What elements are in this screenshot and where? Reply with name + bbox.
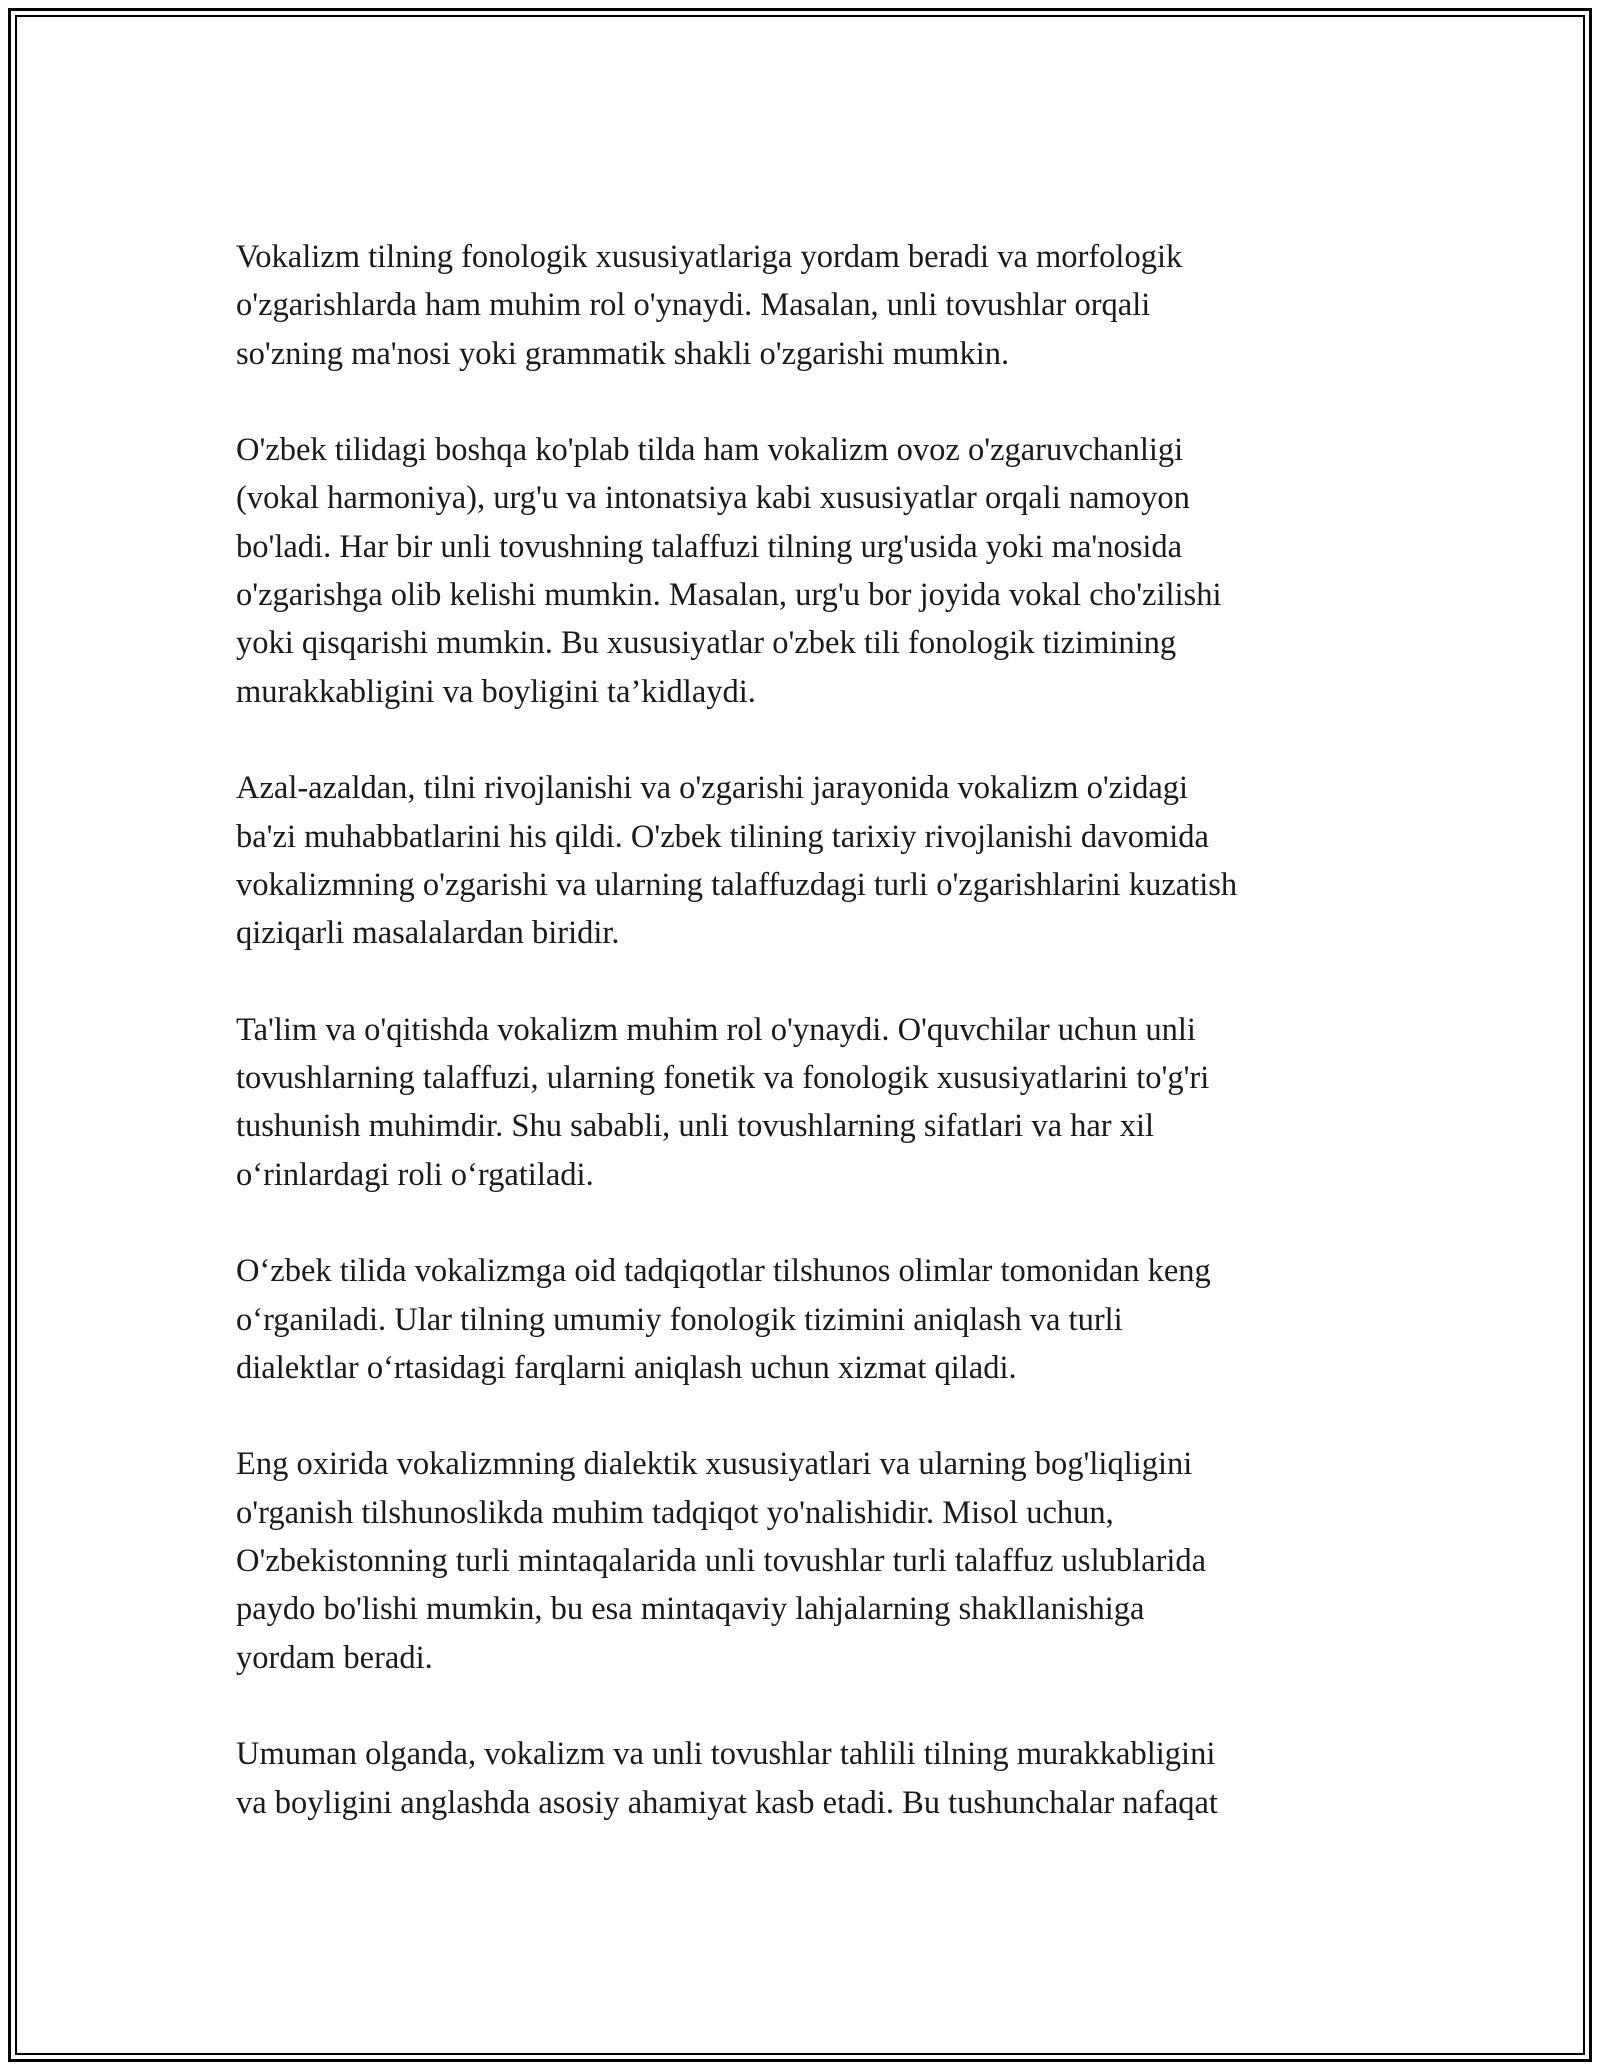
text-line: ba'zi muhabbatlarini his qildi. O'zbek tilining tarixiy rivojlanishi davomida	[236, 818, 1209, 855]
text-line: so'zning ma'nosi yoki grammatik shakli o'zgarishi mumkin.	[236, 335, 1010, 372]
document-body	[236, 233, 1386, 1875]
paragraph-3	[236, 764, 1386, 957]
paragraph-4	[236, 1006, 1386, 1199]
text-line: tushunish muhimdir. Shu sababli, unli tovushlarning sifatlari va har xil	[236, 1108, 1155, 1145]
paragraph-6	[236, 1440, 1386, 1681]
text-line: o‘rganiladi. Ular tilning umumiy fonologik tizimini aniqlash va turli	[236, 1301, 1123, 1338]
text-line: murakkabligini va boyligini ta’kidlaydi.	[236, 673, 756, 710]
text-line: O‘zbek tilida vokalizmga oid tadqiqotlar tilshunos olimlar tomonidan keng	[236, 1253, 1211, 1290]
paragraph-1	[236, 233, 1386, 378]
text-line: Vokalizm tilning fonologik xususiyatlariga yordam beradi va morfologik	[236, 239, 1183, 275]
text-line: paydo bo'lishi mumkin, bu esa mintaqaviy lahjalarning shakllanishiga	[236, 1591, 1145, 1628]
paragraph-2	[236, 426, 1386, 716]
text-line: Umuman olganda, vokalizm va unli tovushlar tahlili tilning murakkabligini	[236, 1736, 1216, 1773]
text-line: qiziqarli masalalardan biridir.	[236, 915, 620, 952]
text-line: va boyligini anglashda asosiy ahamiyat kasb etadi. Bu tushunchalar nafaqat	[236, 1784, 1218, 1821]
paragraph-7	[236, 1730, 1386, 1827]
text-line: o'zgarishlarda ham muhim rol o'ynaydi. Masalan, unli tovushlar orqali	[236, 287, 1151, 324]
text-line: O'zbekistonning turli mintaqalarida unli tovushlar turli talaffuz uslublarida	[236, 1543, 1207, 1580]
text-line: bo'ladi. Har bir unli tovushning talaffuzi tilning urg'usida yoki ma'nosida	[236, 528, 1183, 565]
text-line: o‘rinlardagi roli o‘rgatiladi.	[236, 1156, 594, 1193]
paragraph-5	[236, 1247, 1386, 1392]
text-line: vokalizmning o'zgarishi va ularning talaffuzdagi turli o'zgarishlarini kuzatish	[236, 866, 1238, 903]
text-line: o'zgarishga olib kelishi mumkin. Masalan, urg'u bor joyida vokal cho'zilishi	[236, 577, 1222, 614]
text-line: dialektlar o‘rtasidagi farqlarni aniqlash uchun xizmat qiladi.	[236, 1349, 1017, 1386]
text-line: yordam beradi.	[236, 1639, 433, 1676]
text-line: Eng oxirida vokalizmning dialektik xususiyatlari va ularning bog'liqligini	[236, 1446, 1193, 1483]
text-line: Azal-azaldan, tilni rivojlanishi va o'zgarishi jarayonida vokalizm o'zidagi	[236, 770, 1189, 807]
text-line: tovushlarning talaffuzi, ularning fonetik va fonologik xususiyatlarini to'g'ri	[236, 1060, 1210, 1097]
text-line: Ta'lim va o'qitishda vokalizm muhim rol o'ynaydi. O'quvchilar uchun unli	[236, 1011, 1196, 1048]
text-line: (vokal harmoniya), urg'u va intonatsiya kabi xususiyatlar orqali namoyon	[236, 480, 1190, 517]
text-line: O'zbek tilidagi boshqa ko'plab tilda ham vokalizm ovoz o'zgaruvchanligi	[236, 432, 1184, 469]
text-line: yoki qisqarishi mumkin. Bu xususiyatlar o'zbek tili fonologik tizimining	[236, 625, 1177, 662]
text-line: o'rganish tilshunoslikda muhim tadqiqot yo'nalishidir. Misol uchun,	[236, 1494, 1114, 1531]
